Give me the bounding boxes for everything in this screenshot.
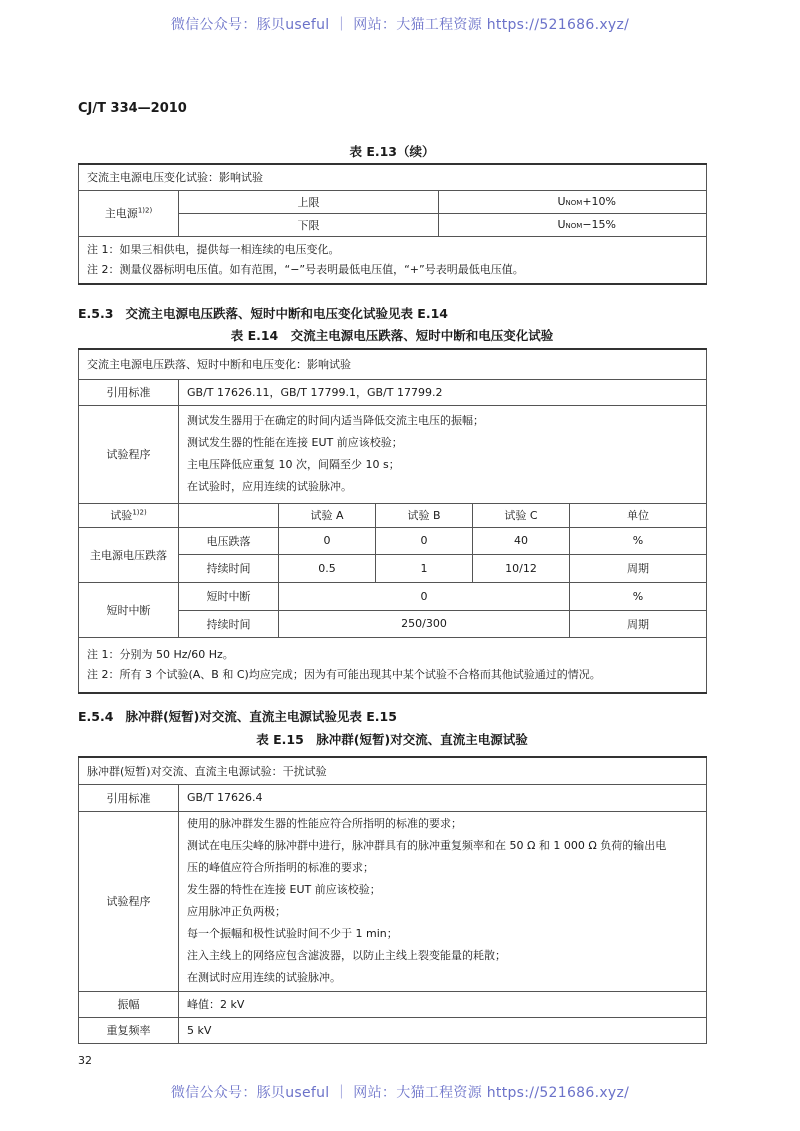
table-cell: %	[570, 582, 707, 610]
watermark-top: 微信公众号：豚贝useful ｜ 网站：大猫工程资源 https://521686.xyz/	[170, 17, 630, 33]
table-row-label: 电压跌落	[179, 527, 279, 554]
table-cell: %	[570, 527, 707, 554]
table-e14-caption: 表 E.14 交流主电源电压跌落、短时中断和电压变化试验	[230, 328, 554, 343]
test-procedure-label: 试验程序	[79, 811, 179, 991]
table-e14-header: 交流主电源电压跌落、短时中断和电压变化：影响试验	[79, 349, 707, 379]
note-1: 注 1：分别为 50 Hz/60 Hz。	[87, 647, 234, 661]
table-e15-caption: 表 E.15 脉冲群(短暂)对交流、直流主电源试验	[256, 732, 528, 747]
table-e13-header: 交流主电源电压变化试验：影响试验	[79, 164, 707, 190]
upper-limit-label: 上限	[179, 190, 439, 213]
table-e15	[78, 756, 707, 1044]
table-cell: 周期	[570, 554, 707, 582]
procedure-line: 在测试时应用连续的试验脉冲。	[187, 971, 341, 984]
voltage-dip-label: 主电源电压跌落	[79, 527, 179, 582]
empty-cell	[179, 503, 279, 527]
procedure-line: 在试验时，应用连续的试验脉冲。	[187, 480, 352, 493]
table-cell: 0	[279, 582, 570, 610]
reference-standard-label: 引用标准	[79, 784, 179, 811]
column-test-a: 试验 A	[279, 503, 376, 527]
table-row-label: 持续时间	[179, 610, 279, 637]
reference-standard-value: GB/T 17626.11，GB/T 17799.1，GB/T 17799.2	[179, 379, 707, 405]
reference-standard-label: 引用标准	[79, 379, 179, 405]
table-cell: 40	[473, 527, 570, 554]
note-1: 注 1：如果三相供电，提供每一相连续的电压变化。	[87, 242, 340, 256]
table-e13-caption: 表 E.13（续）	[349, 144, 435, 159]
short-interruption-label: 短时中断	[79, 582, 179, 637]
table-cell: 0	[279, 527, 376, 554]
table-row-label: 短时中断	[179, 582, 279, 610]
procedure-line: 发生器的特性在连接 EUT 前应该校验；	[187, 883, 381, 896]
test-procedure-text	[179, 405, 707, 503]
test-procedure-text	[179, 811, 707, 991]
table-e13-row-label: 主电源$^{1)2)}$	[79, 190, 179, 236]
column-unit: 单位	[570, 503, 707, 527]
table-cell: 周期	[570, 610, 707, 637]
procedure-line: 测试发生器用于在确定的时间内适当降低交流主电压的振幅；	[187, 414, 484, 427]
table-e15-header: 脉冲群(短暂)对交流、直流主电源试验：干扰试验	[79, 757, 707, 784]
page-number: 32	[78, 1054, 92, 1067]
procedure-line: 使用的脉冲群发生器的性能应符合所指明的标准的要求；	[187, 817, 462, 830]
section-e54-heading: E.5.4 脉冲群(短暂)对交流、直流主电源试验见表 E.15	[78, 709, 397, 724]
amplitude-label: 振幅	[79, 991, 179, 1017]
repetition-frequency-label: 重复频率	[79, 1017, 179, 1043]
procedure-line: 压的峰值应符合所指明的标准的要求；	[187, 861, 374, 874]
table-cell: 1	[376, 554, 473, 582]
table-e14	[78, 348, 707, 694]
table-row-label: 持续时间	[179, 554, 279, 582]
table-cell: 250/300	[279, 610, 570, 637]
table-cell: 0	[376, 527, 473, 554]
upper-limit-value: UNOM+10%	[439, 190, 707, 213]
section-e53-heading: E.5.3 交流主电源电压跌落、短时中断和电压变化试验见表 E.14	[78, 306, 448, 321]
lower-limit-label: 下限	[179, 213, 439, 236]
column-test-c: 试验 C	[473, 503, 570, 527]
note-2: 注 2：测量仪器标明电压值。如有范围，“−”号表明最低电压值，“+”号表明最低电压值。	[87, 262, 524, 276]
test-procedure-label: 试验程序	[79, 405, 179, 503]
procedure-line: 主电压降低应重复 10 次，间隔至少 10 s；	[187, 458, 400, 471]
test-label: 试验$^{1)2)}$	[79, 503, 179, 527]
repetition-frequency-value: 5 kV	[179, 1017, 707, 1043]
table-e13	[78, 163, 707, 285]
standard-code: CJ/T 334—2010	[78, 101, 187, 116]
table-e13-notes	[79, 236, 707, 284]
procedure-line: 每一个振幅和极性试验时间不少于 1 min；	[187, 927, 398, 940]
table-cell: 10/12	[473, 554, 570, 582]
table-cell: 0.5	[279, 554, 376, 582]
column-test-b: 试验 B	[376, 503, 473, 527]
table-e14-notes	[79, 637, 707, 693]
procedure-line: 注入主线上的网络应包含滤波器，以防止主线上裂变能量的耗散；	[187, 949, 506, 962]
lower-limit-value: UNOM−15%	[439, 213, 707, 236]
procedure-line: 测试在电压尖峰的脉冲群中进行，脉冲群具有的脉冲重复频率和在 50 Ω 和 1 000 Ω 负荷的输出电	[187, 839, 667, 852]
procedure-line: 应用脉冲正负两极；	[187, 905, 286, 918]
amplitude-value: 峰值：2 kV	[179, 991, 707, 1017]
reference-standard-value: GB/T 17626.4	[179, 784, 707, 811]
procedure-line: 测试发生器的性能在连接 EUT 前应该校验；	[187, 436, 403, 449]
note-2: 注 2：所有 3 个试验(A、B 和 C)均应完成；因为有可能出现其中某个试验不合格而其他试验通过的情况。	[87, 667, 601, 681]
watermark-bottom: 微信公众号：豚贝useful ｜ 网站：大猫工程资源 https://521686.xyz/	[170, 1085, 630, 1101]
